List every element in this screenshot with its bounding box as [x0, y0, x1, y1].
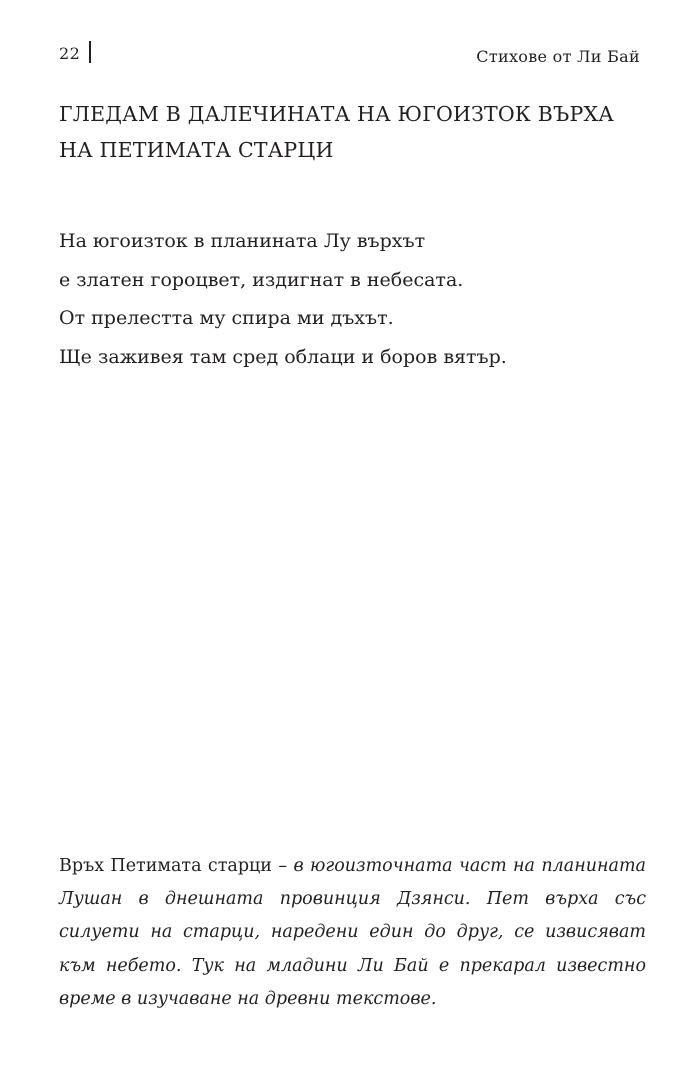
verse-line: От прелестта му спира ми дъхът.: [59, 307, 394, 330]
verse-line: Ще заживея там сред облаци и боров вятър.: [59, 346, 507, 369]
footnote-term: Връх Петимата старци: [59, 856, 272, 876]
poem-title: [59, 96, 649, 168]
footnote-text: в югоизточната част на планината Лушан в днешната провинция Дзянси. Пет върха със силуети на старци, наредени един до друг, се извисяват към небето. Тук на младини Ли Бай е прекарал известно време в изучаване на древни текстове.: [59, 856, 646, 1009]
footnote-dash: –: [271, 856, 294, 876]
poem-body: [59, 222, 649, 377]
footnote: [59, 850, 646, 1016]
verse-line: е златен гороцвет, издигнат в небесата.: [59, 268, 464, 291]
poem-title-line: ГЛЕДАМ В ДАЛЕЧИНАТА НА ЮГОИЗТОК ВЪРХА: [59, 102, 614, 126]
verse-line: На югоизток в планината Лу върхът: [59, 230, 426, 252]
poem-title-line: НА ПЕТИМАТА СТАРЦИ: [59, 138, 334, 162]
page-number: [59, 44, 91, 63]
page-number-text: 22: [59, 44, 81, 63]
page-number-separator: [89, 41, 91, 63]
running-title: Стихове от Ли Бай: [476, 47, 640, 66]
